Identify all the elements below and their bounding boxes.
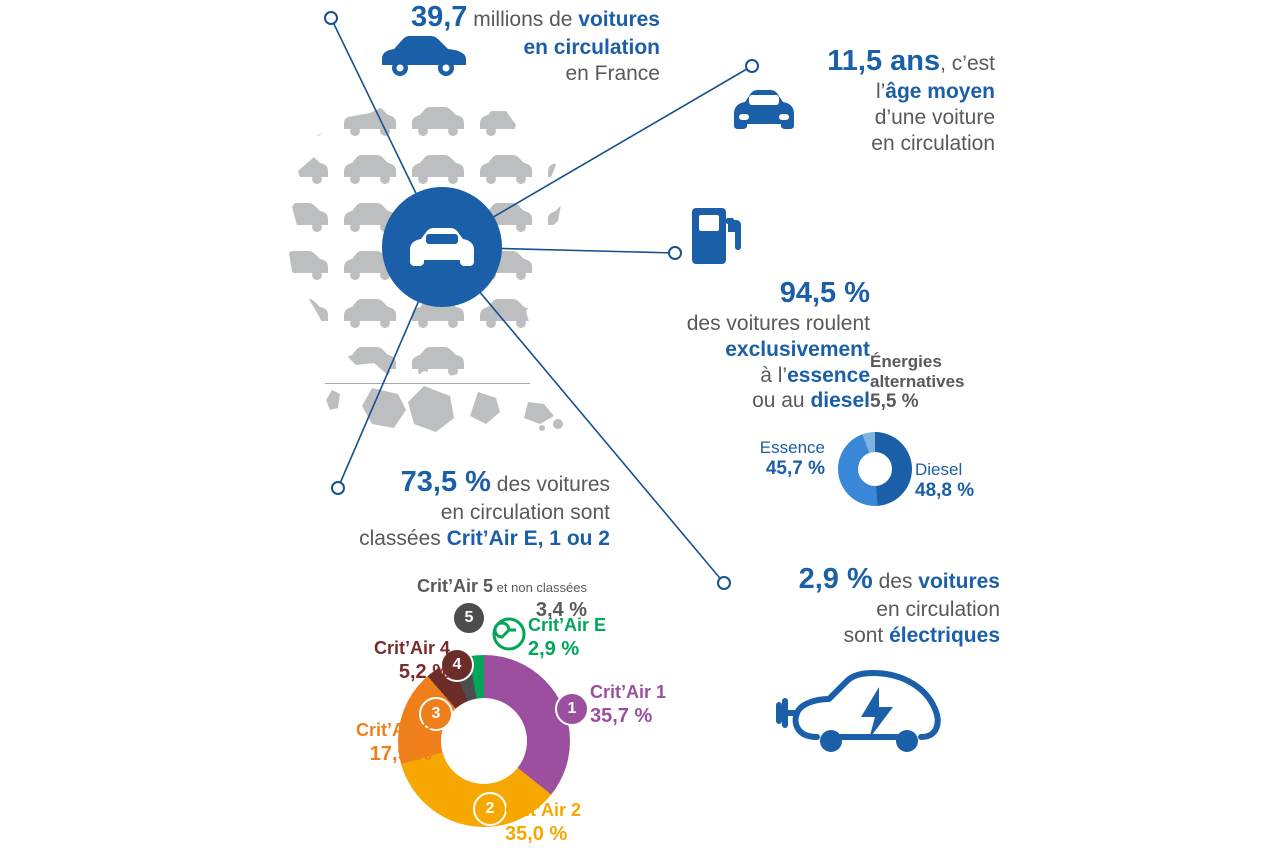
car-front-icon bbox=[730, 84, 798, 138]
fact-age-line2a: l’ bbox=[875, 80, 886, 104]
legend-alt-label-line2: alternatives bbox=[870, 371, 965, 391]
legend-ca3-value: 17,9 % bbox=[369, 742, 432, 765]
legend-alt-label-line1: Énergies bbox=[870, 352, 942, 371]
critair-badge-4: 4 bbox=[440, 648, 474, 682]
fact-elec-line1a: des bbox=[872, 570, 919, 593]
donut-hole bbox=[441, 698, 527, 784]
legend-diesel bbox=[915, 460, 1045, 501]
legend-ca4-value: 5,2 % bbox=[398, 660, 450, 683]
legend-essence bbox=[700, 438, 825, 479]
fact-elec-line1b: voitures bbox=[918, 570, 1000, 593]
legend-diesel-label: Diesel bbox=[915, 460, 963, 479]
legend-critair-2 bbox=[505, 800, 665, 846]
fact-elec-value: 2,9 % bbox=[798, 563, 873, 595]
fact-fuel-line4b: essence bbox=[787, 363, 870, 387]
legend-essence-label: Essence bbox=[759, 438, 825, 457]
fact-elec-line3a: sont bbox=[843, 623, 890, 647]
energy-donut-chart bbox=[838, 432, 912, 506]
fact-elec-line2: en circulation bbox=[876, 598, 1000, 622]
legend-cae-label: Crit’Air E bbox=[528, 615, 607, 635]
fact-cars-line3: en France bbox=[565, 61, 660, 85]
legend-alt-value: 5,5 % bbox=[870, 391, 919, 413]
fact-age-line3: d’une voiture bbox=[874, 105, 995, 129]
fact-cars-line1b: voitures bbox=[578, 8, 660, 31]
fact-cars-value: 39,7 bbox=[410, 1, 468, 33]
legend-ca1-value: 35,7 % bbox=[590, 704, 653, 727]
fact-fuel-line2: des voitures roulent bbox=[686, 312, 870, 336]
fact-fuel-share bbox=[600, 230, 870, 414]
fact-critair-line3b: Crit’Air E, 1 ou 2 bbox=[446, 526, 610, 550]
legend-critair-3 bbox=[282, 720, 432, 766]
fuel-pump-icon bbox=[688, 200, 752, 270]
fact-fuel-line4a: à l’ bbox=[760, 363, 788, 387]
legend-ca2-label: Crit’Air 2 bbox=[505, 800, 582, 820]
legend-ca5-note: et non classées bbox=[493, 580, 587, 595]
car-side-icon bbox=[378, 33, 470, 77]
legend-essence-value: 45,7 % bbox=[765, 457, 825, 479]
fact-age-line4: en circulation bbox=[871, 131, 995, 155]
fact-critair-line1-after: des voitures bbox=[490, 473, 610, 496]
critair-badge-1: 1 bbox=[555, 692, 589, 726]
legend-ca5-label: Crit’Air 5 bbox=[417, 576, 494, 596]
fact-critair-value: 73,5 % bbox=[400, 466, 491, 498]
fact-fuel-line3: exclusivement bbox=[725, 337, 870, 361]
critair-badge-2: 2 bbox=[473, 792, 507, 826]
fact-cars-in-circulation bbox=[330, 0, 660, 87]
legend-ca3-label: Crit’Air 3 bbox=[355, 720, 432, 740]
legend-critair-e bbox=[528, 615, 688, 661]
fact-average-age bbox=[745, 44, 995, 156]
legend-alternative-energies bbox=[870, 352, 1020, 413]
legend-diesel-value: 48,8 % bbox=[915, 479, 975, 501]
fact-fuel-line5b: diesel bbox=[810, 389, 870, 413]
legend-ca4-label: Crit’Air 4 bbox=[373, 638, 450, 658]
car-front-icon bbox=[404, 222, 480, 272]
central-car-badge bbox=[382, 187, 502, 307]
critair-badge-e-icon bbox=[492, 617, 526, 651]
fact-fuel-line5a: ou au bbox=[752, 389, 811, 413]
legend-cae-value: 2,9 % bbox=[528, 637, 580, 660]
legend-ca1-label: Crit’Air 1 bbox=[590, 682, 667, 702]
fact-fuel-value: 94,5 % bbox=[779, 277, 870, 309]
fact-age-line1-after: , c’est bbox=[940, 52, 995, 75]
legend-critair-1 bbox=[590, 682, 760, 728]
fact-cars-line1a: millions de bbox=[467, 8, 579, 31]
legend-ca5-value: 3,4 % bbox=[535, 598, 587, 621]
fact-critair-share bbox=[300, 465, 610, 552]
donut-hole bbox=[858, 452, 892, 486]
legend-ca2-value: 35,0 % bbox=[505, 822, 568, 845]
critair-badge-5: 5 bbox=[452, 601, 486, 635]
fact-cars-line2: en circulation bbox=[523, 36, 660, 60]
fact-elec-line3b: électriques bbox=[889, 623, 1000, 647]
fact-critair-line3a: classées bbox=[359, 526, 447, 550]
fact-critair-line2: en circulation sont bbox=[440, 501, 610, 525]
fact-electric-share bbox=[740, 562, 1000, 649]
fact-age-value: 11,5 ans bbox=[827, 45, 941, 77]
critair-badge-3: 3 bbox=[419, 697, 453, 731]
electric-car-icon bbox=[775, 665, 960, 770]
legend-critair-4 bbox=[300, 638, 450, 684]
fact-age-line2b: âge moyen bbox=[885, 80, 995, 104]
